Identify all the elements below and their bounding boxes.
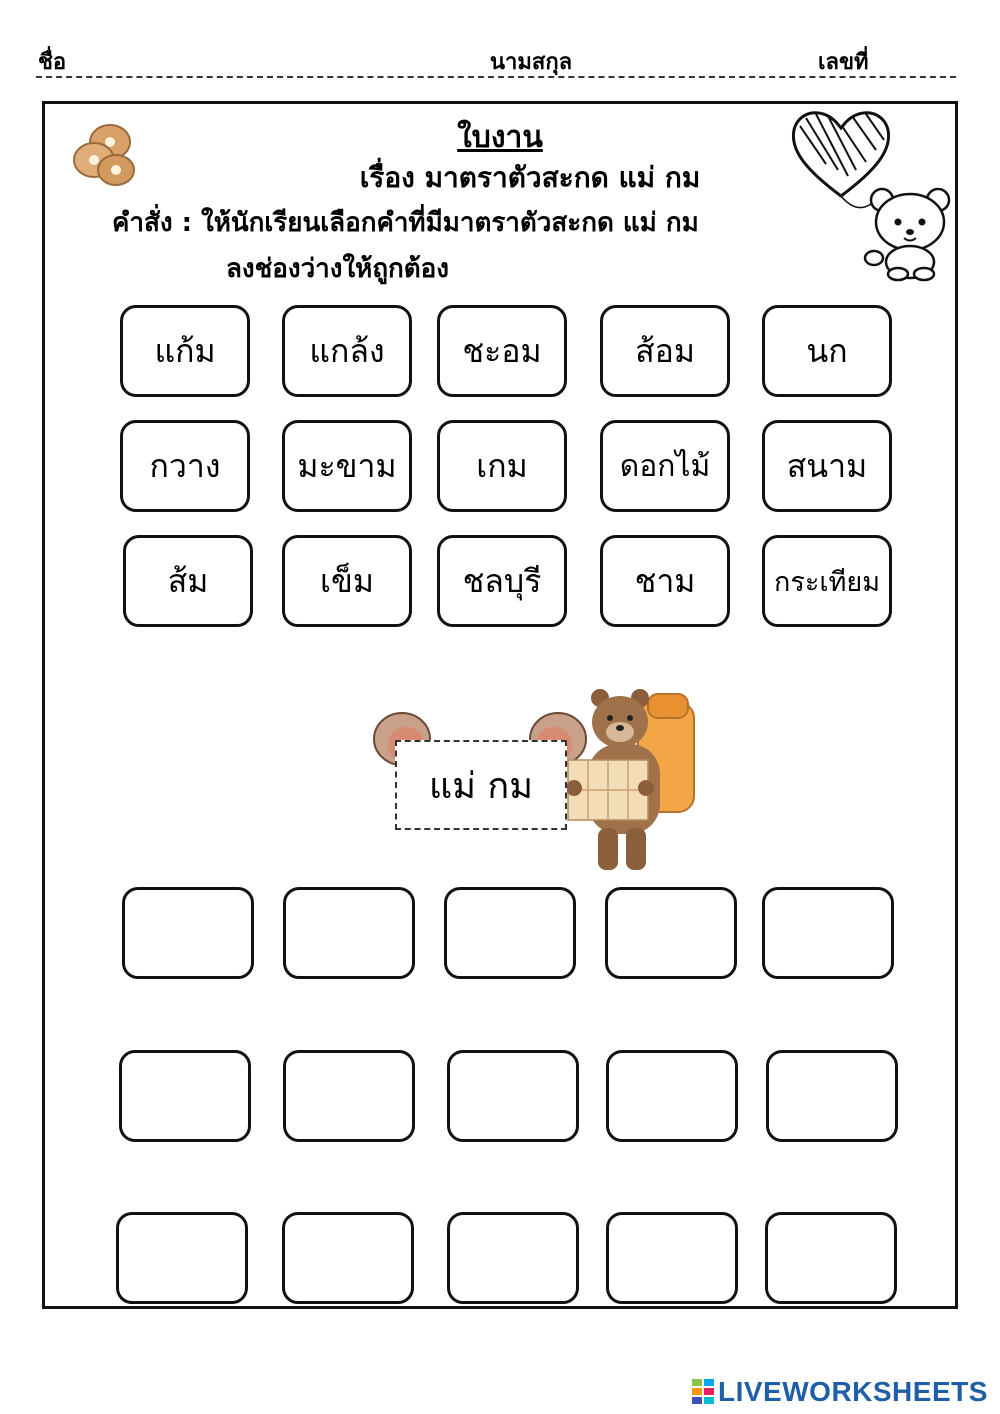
answer-slot[interactable] xyxy=(447,1212,579,1304)
word-card[interactable]: ชลบุรี xyxy=(437,535,567,627)
word-card[interactable]: ดอกไม้ xyxy=(600,420,730,512)
answer-slot[interactable] xyxy=(765,1212,897,1304)
answer-slot[interactable] xyxy=(605,887,737,979)
answer-slot[interactable] xyxy=(766,1050,898,1142)
answer-slot[interactable] xyxy=(606,1050,738,1142)
answer-slot[interactable] xyxy=(116,1212,248,1304)
header-dotted-line xyxy=(36,76,956,78)
teddy-bear-icon xyxy=(862,182,958,280)
category-sign: แม่ กม xyxy=(395,740,567,830)
word-card[interactable]: ส้ม xyxy=(123,535,253,627)
answer-slot[interactable] xyxy=(282,1212,414,1304)
word-card[interactable]: แก้ม xyxy=(120,305,250,397)
word-card[interactable]: เข็ม xyxy=(282,535,412,627)
word-card[interactable]: เกม xyxy=(437,420,567,512)
brand-text: LIVEWORKSHEETS xyxy=(718,1376,988,1407)
answer-slot[interactable] xyxy=(447,1050,579,1142)
answer-slot[interactable] xyxy=(283,887,415,979)
word-card[interactable]: ชะอม xyxy=(437,305,567,397)
word-card[interactable]: ชาม xyxy=(600,535,730,627)
instruction-line-2: ลงช่องว่างให้ถูกต้อง xyxy=(226,254,449,284)
hiking-bear-icon xyxy=(568,688,704,874)
answer-slot[interactable] xyxy=(283,1050,415,1142)
answer-slot[interactable] xyxy=(444,887,576,979)
word-card[interactable]: แกล้ง xyxy=(282,305,412,397)
answer-slot[interactable] xyxy=(122,887,254,979)
word-card[interactable]: สนาม xyxy=(762,420,892,512)
number-label: เลขที่ xyxy=(818,50,869,75)
worksheet-title: ใบงาน xyxy=(457,120,543,155)
instruction-line-1: คำสั่ง : ให้นักเรียนเลือกคำที่มีมาตราตัวสะกด แม่ กม xyxy=(112,208,699,238)
answer-slot[interactable] xyxy=(606,1212,738,1304)
word-card[interactable]: กระเทียม xyxy=(762,535,892,627)
word-card[interactable]: กวาง xyxy=(120,420,250,512)
answer-slot[interactable] xyxy=(762,887,894,979)
answer-slot[interactable] xyxy=(119,1050,251,1142)
word-card[interactable]: ส้อม xyxy=(600,305,730,397)
name-label: ชื่อ xyxy=(38,50,67,75)
surname-label: นามสกุล xyxy=(490,50,573,75)
word-card[interactable]: มะขาม xyxy=(282,420,412,512)
liveworksheets-logo-icon xyxy=(692,1379,714,1405)
liveworksheets-brand xyxy=(692,1376,988,1408)
word-card[interactable]: นก xyxy=(762,305,892,397)
worksheet-subtitle: เรื่อง มาตราตัวสะกด แม่ กม xyxy=(359,161,701,194)
